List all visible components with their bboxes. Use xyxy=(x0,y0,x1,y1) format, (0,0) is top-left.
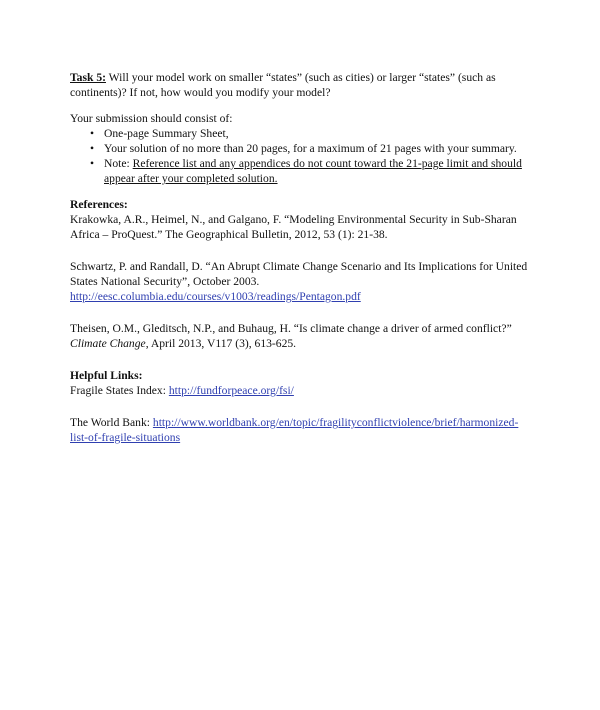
note-prefix: Note: xyxy=(104,157,133,170)
submission-list xyxy=(70,126,530,186)
task-label: Task 5: xyxy=(70,71,106,84)
reference-item: Krakowka, A.R., Heimel, N., and Galgano, F. “Modeling Environmental Security in Sub-Sharan Africa – ProQuest.” The Geographical Bulletin, 2012, 53 (1): 21-38. xyxy=(70,213,517,241)
helpful-link-item xyxy=(70,415,530,445)
note-text: Reference list and any appendices do not count toward the 21-page limit and should appear after your completed solution. xyxy=(104,157,522,185)
submission-note xyxy=(104,156,530,186)
reference-item xyxy=(70,259,530,304)
helpful-links-heading: Helpful Links: xyxy=(70,369,143,382)
world-bank-link[interactable]: http://www.worldbank.org/en/topic/fragilityconflictviolence/brief/harmonized-list-of-fragile-situations xyxy=(70,416,519,444)
task-question xyxy=(70,70,530,100)
link-label: The World Bank: xyxy=(70,416,153,429)
helpful-link-item xyxy=(70,383,530,398)
submission-intro: Your submission should consist of: xyxy=(70,112,233,125)
reference-details: , April 2013, V117 (3), 613-625. xyxy=(145,337,297,350)
submission-item: • Your solution of no more than 20 pages, for a maximum of 21 pages with your summary. xyxy=(104,141,530,156)
reference-text: Theisen, O.M., Gleditsch, N.P., and Buhaug, H. “Is climate change a driver of armed conflict?” xyxy=(70,322,512,335)
reference-item xyxy=(70,321,530,351)
link-label: Fragile States Index: xyxy=(70,384,169,397)
reference-text: Schwartz, P. and Randall, D. “An Abrupt Climate Change Scenario and Its Implications for United States National Security”, October 2003. xyxy=(70,260,528,288)
reference-link[interactable]: http://eesc.columbia.edu/courses/v1003/readings/Pentagon.pdf xyxy=(70,290,361,303)
references-heading: References: xyxy=(70,198,128,211)
fsi-link[interactable]: http://fundforpeace.org/fsi/ xyxy=(168,384,294,397)
reference-journal: Climate Change xyxy=(70,337,146,350)
submission-item: • One-page Summary Sheet, xyxy=(104,126,530,141)
task-question-text: Will your model work on smaller “states” (such as cities) or larger “states” (such as continents)? If not, how would you modify your model? xyxy=(70,71,496,99)
